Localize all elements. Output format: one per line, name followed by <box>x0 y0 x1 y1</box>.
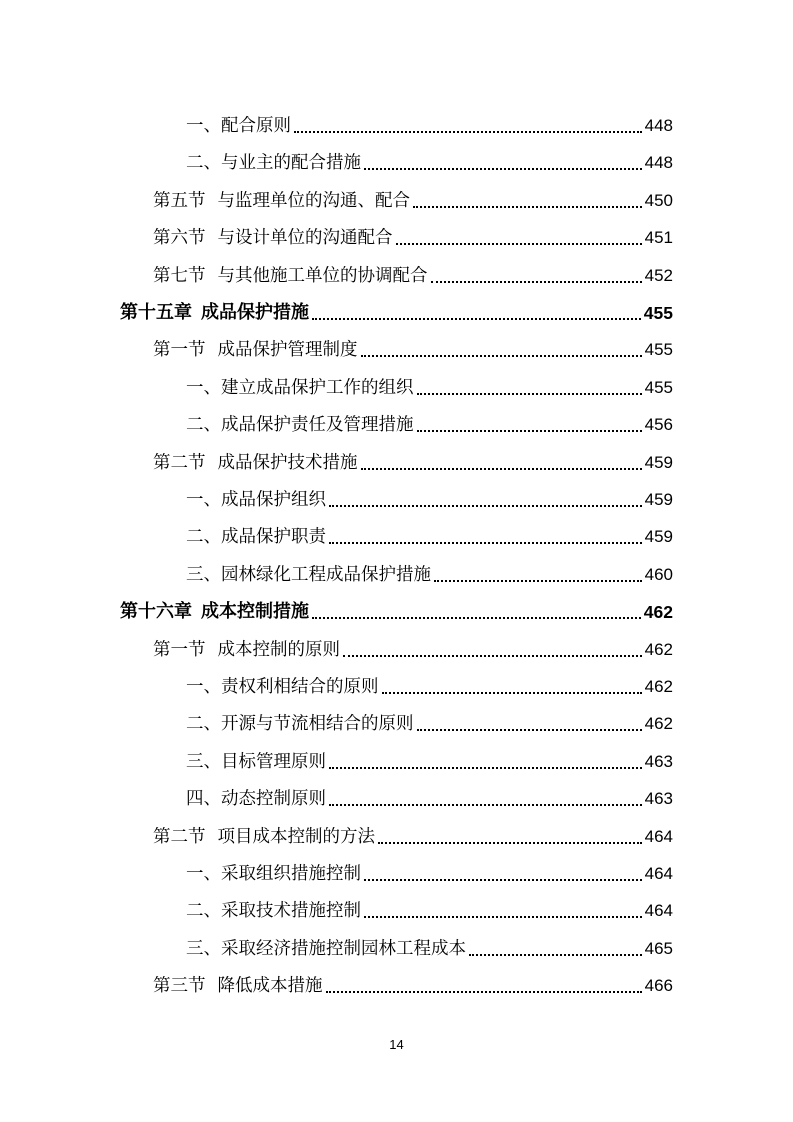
toc-entry[interactable] <box>186 474 673 511</box>
toc-entry-page: 452 <box>644 265 673 285</box>
toc-entry-title: 成本控制措施 <box>201 601 309 623</box>
toc-entry-page: 462 <box>644 677 673 696</box>
dot-leader <box>417 729 642 731</box>
toc-entry[interactable] <box>153 437 673 474</box>
toc-entry-page: 463 <box>644 789 673 809</box>
toc-entry-title: 项目成本控制的方法 <box>217 826 375 847</box>
toc-entry-prefix: 三、 <box>186 751 221 772</box>
toc-entry-prefix: 一、 <box>186 377 221 398</box>
dot-leader <box>343 655 642 657</box>
toc-entry-title: 与其他施工单位的协调配合 <box>217 265 428 286</box>
dot-leader <box>294 131 642 133</box>
toc-entry[interactable] <box>186 399 673 436</box>
toc-entry-prefix: 第一节 <box>153 639 206 660</box>
toc-entry-prefix: 二、 <box>186 714 221 735</box>
toc-entry[interactable] <box>153 960 673 997</box>
dot-leader <box>469 954 642 956</box>
page-number: 14 <box>389 1037 404 1052</box>
toc-entry-page: 459 <box>644 490 673 509</box>
toc-entry[interactable] <box>153 624 673 661</box>
toc-entry-prefix: 第十五章 <box>120 302 192 323</box>
dot-leader <box>434 580 642 582</box>
toc-entry[interactable] <box>186 362 673 399</box>
toc-entry-title: 园林绿化工程成品保护措施 <box>221 564 431 585</box>
toc-entry-page: 455 <box>643 303 673 323</box>
toc-entry-prefix: 第十六章 <box>120 601 192 623</box>
toc-entry-page: 459 <box>644 527 673 547</box>
toc-entry-prefix: 二、 <box>186 527 221 548</box>
toc-entry-title: 配合原则 <box>221 116 291 136</box>
dot-leader <box>417 393 642 395</box>
dot-leader <box>312 617 641 619</box>
toc-entry-title: 与设计单位的沟通配合 <box>217 228 393 249</box>
toc-entry-prefix: 第六节 <box>153 228 206 249</box>
toc-entry-title: 成品保护措施 <box>201 302 309 323</box>
toc-entry[interactable] <box>186 100 673 137</box>
toc-entry-page: 448 <box>644 116 673 135</box>
toc-entry-prefix: 四、 <box>186 789 221 810</box>
toc-entry-page: 451 <box>644 228 673 248</box>
toc-entry-title: 成品保护责任及管理措施 <box>221 415 414 436</box>
dot-leader <box>361 468 642 470</box>
toc-entry-page: 462 <box>643 602 673 623</box>
toc-entry-prefix: 第二节 <box>153 452 206 473</box>
toc-entry-title: 责权利相结合的原则 <box>221 677 379 697</box>
toc-entry-page: 460 <box>644 564 673 584</box>
dot-leader <box>364 879 642 881</box>
dot-leader <box>382 692 642 694</box>
toc-entry-title: 采取经济措施控制园林工程成本 <box>221 938 466 959</box>
toc-entry[interactable] <box>186 511 673 548</box>
toc-entry-title: 成品保护技术措施 <box>217 452 358 473</box>
dot-leader <box>417 430 642 432</box>
toc-entry-prefix: 一、 <box>186 490 221 510</box>
toc-entry-page: 450 <box>644 190 673 210</box>
toc-entry[interactable] <box>120 287 673 324</box>
dot-leader <box>329 804 642 806</box>
toc-entry-prefix: 第一节 <box>153 340 206 361</box>
toc-entry-prefix: 三、 <box>186 938 221 959</box>
dot-leader <box>364 168 642 170</box>
toc-entry-page: 448 <box>644 153 673 173</box>
toc-entry-title: 成品保护组织 <box>221 490 326 510</box>
toc-entry-prefix: 二、 <box>186 153 221 174</box>
toc-entry-page: 462 <box>644 639 673 659</box>
toc-entry-prefix: 第七节 <box>153 265 206 286</box>
toc-entry-prefix: 一、 <box>186 864 221 884</box>
dot-leader <box>312 318 641 320</box>
toc-entry-page: 463 <box>644 751 673 771</box>
toc-entry-page: 456 <box>644 415 673 435</box>
toc-entry[interactable] <box>120 586 673 623</box>
toc-entry[interactable] <box>186 773 673 810</box>
toc-entry-title: 成品保护管理制度 <box>217 340 358 361</box>
toc-entry-prefix: 一、 <box>186 677 221 697</box>
dot-leader <box>361 355 642 357</box>
toc-entry-page: 462 <box>644 714 673 734</box>
toc-entry-title: 与监理单位的沟通、配合 <box>217 190 410 211</box>
dot-leader <box>364 916 642 918</box>
dot-leader <box>378 842 642 844</box>
toc-entry-page: 464 <box>644 901 673 921</box>
toc-entry-title: 成本控制的原则 <box>217 639 340 660</box>
toc-entry-title: 开源与节流相结合的原则 <box>221 714 414 735</box>
toc-entry-title: 建立成品保护工作的组织 <box>221 377 414 398</box>
dot-leader <box>329 505 642 507</box>
toc-entry-title: 动态控制原则 <box>221 789 326 810</box>
dot-leader <box>396 243 642 245</box>
toc-entry-prefix: 二、 <box>186 901 221 922</box>
toc-entry-prefix: 三、 <box>186 564 221 585</box>
toc-entry[interactable] <box>186 698 673 735</box>
toc-entry-page: 465 <box>644 938 673 958</box>
dot-leader <box>326 991 642 993</box>
toc-entry-title: 目标管理原则 <box>221 751 326 772</box>
toc-entry[interactable] <box>153 811 673 848</box>
toc-entry-title: 成品保护职责 <box>221 527 326 548</box>
toc-entry-prefix: 第二节 <box>153 826 206 847</box>
toc-entry[interactable] <box>186 923 673 960</box>
toc-entry[interactable] <box>153 250 673 287</box>
toc-entry-title: 采取技术措施控制 <box>221 901 361 922</box>
toc-entry[interactable] <box>153 175 673 212</box>
toc-entry-page: 459 <box>644 452 673 472</box>
toc-entry-title: 与业主的配合措施 <box>221 153 361 174</box>
toc-entry-prefix: 第五节 <box>153 190 206 211</box>
toc-entry[interactable] <box>186 661 673 698</box>
dot-leader <box>413 206 642 208</box>
toc-entry-page: 466 <box>644 976 673 996</box>
toc-entry[interactable] <box>186 848 673 885</box>
dot-leader <box>329 542 642 544</box>
toc-entry-prefix: 一、 <box>186 116 221 136</box>
toc-entry-page: 455 <box>644 340 673 360</box>
toc-entry-prefix: 二、 <box>186 415 221 436</box>
dot-leader <box>431 281 642 283</box>
dot-leader <box>329 767 642 769</box>
toc-entry[interactable] <box>186 137 673 174</box>
toc-entry[interactable] <box>153 212 673 249</box>
toc-entry[interactable] <box>153 324 673 361</box>
toc-entry-page: 455 <box>644 377 673 397</box>
toc-entry-title: 采取组织措施控制 <box>221 864 361 884</box>
toc-entry-prefix: 第三节 <box>153 976 206 997</box>
toc-entry-title: 降低成本措施 <box>217 976 323 997</box>
toc-entry-page: 464 <box>644 864 673 883</box>
toc-entry[interactable] <box>186 736 673 773</box>
toc-entry[interactable] <box>186 885 673 922</box>
toc-entry-page: 464 <box>644 826 673 846</box>
toc-entry[interactable] <box>186 549 673 586</box>
